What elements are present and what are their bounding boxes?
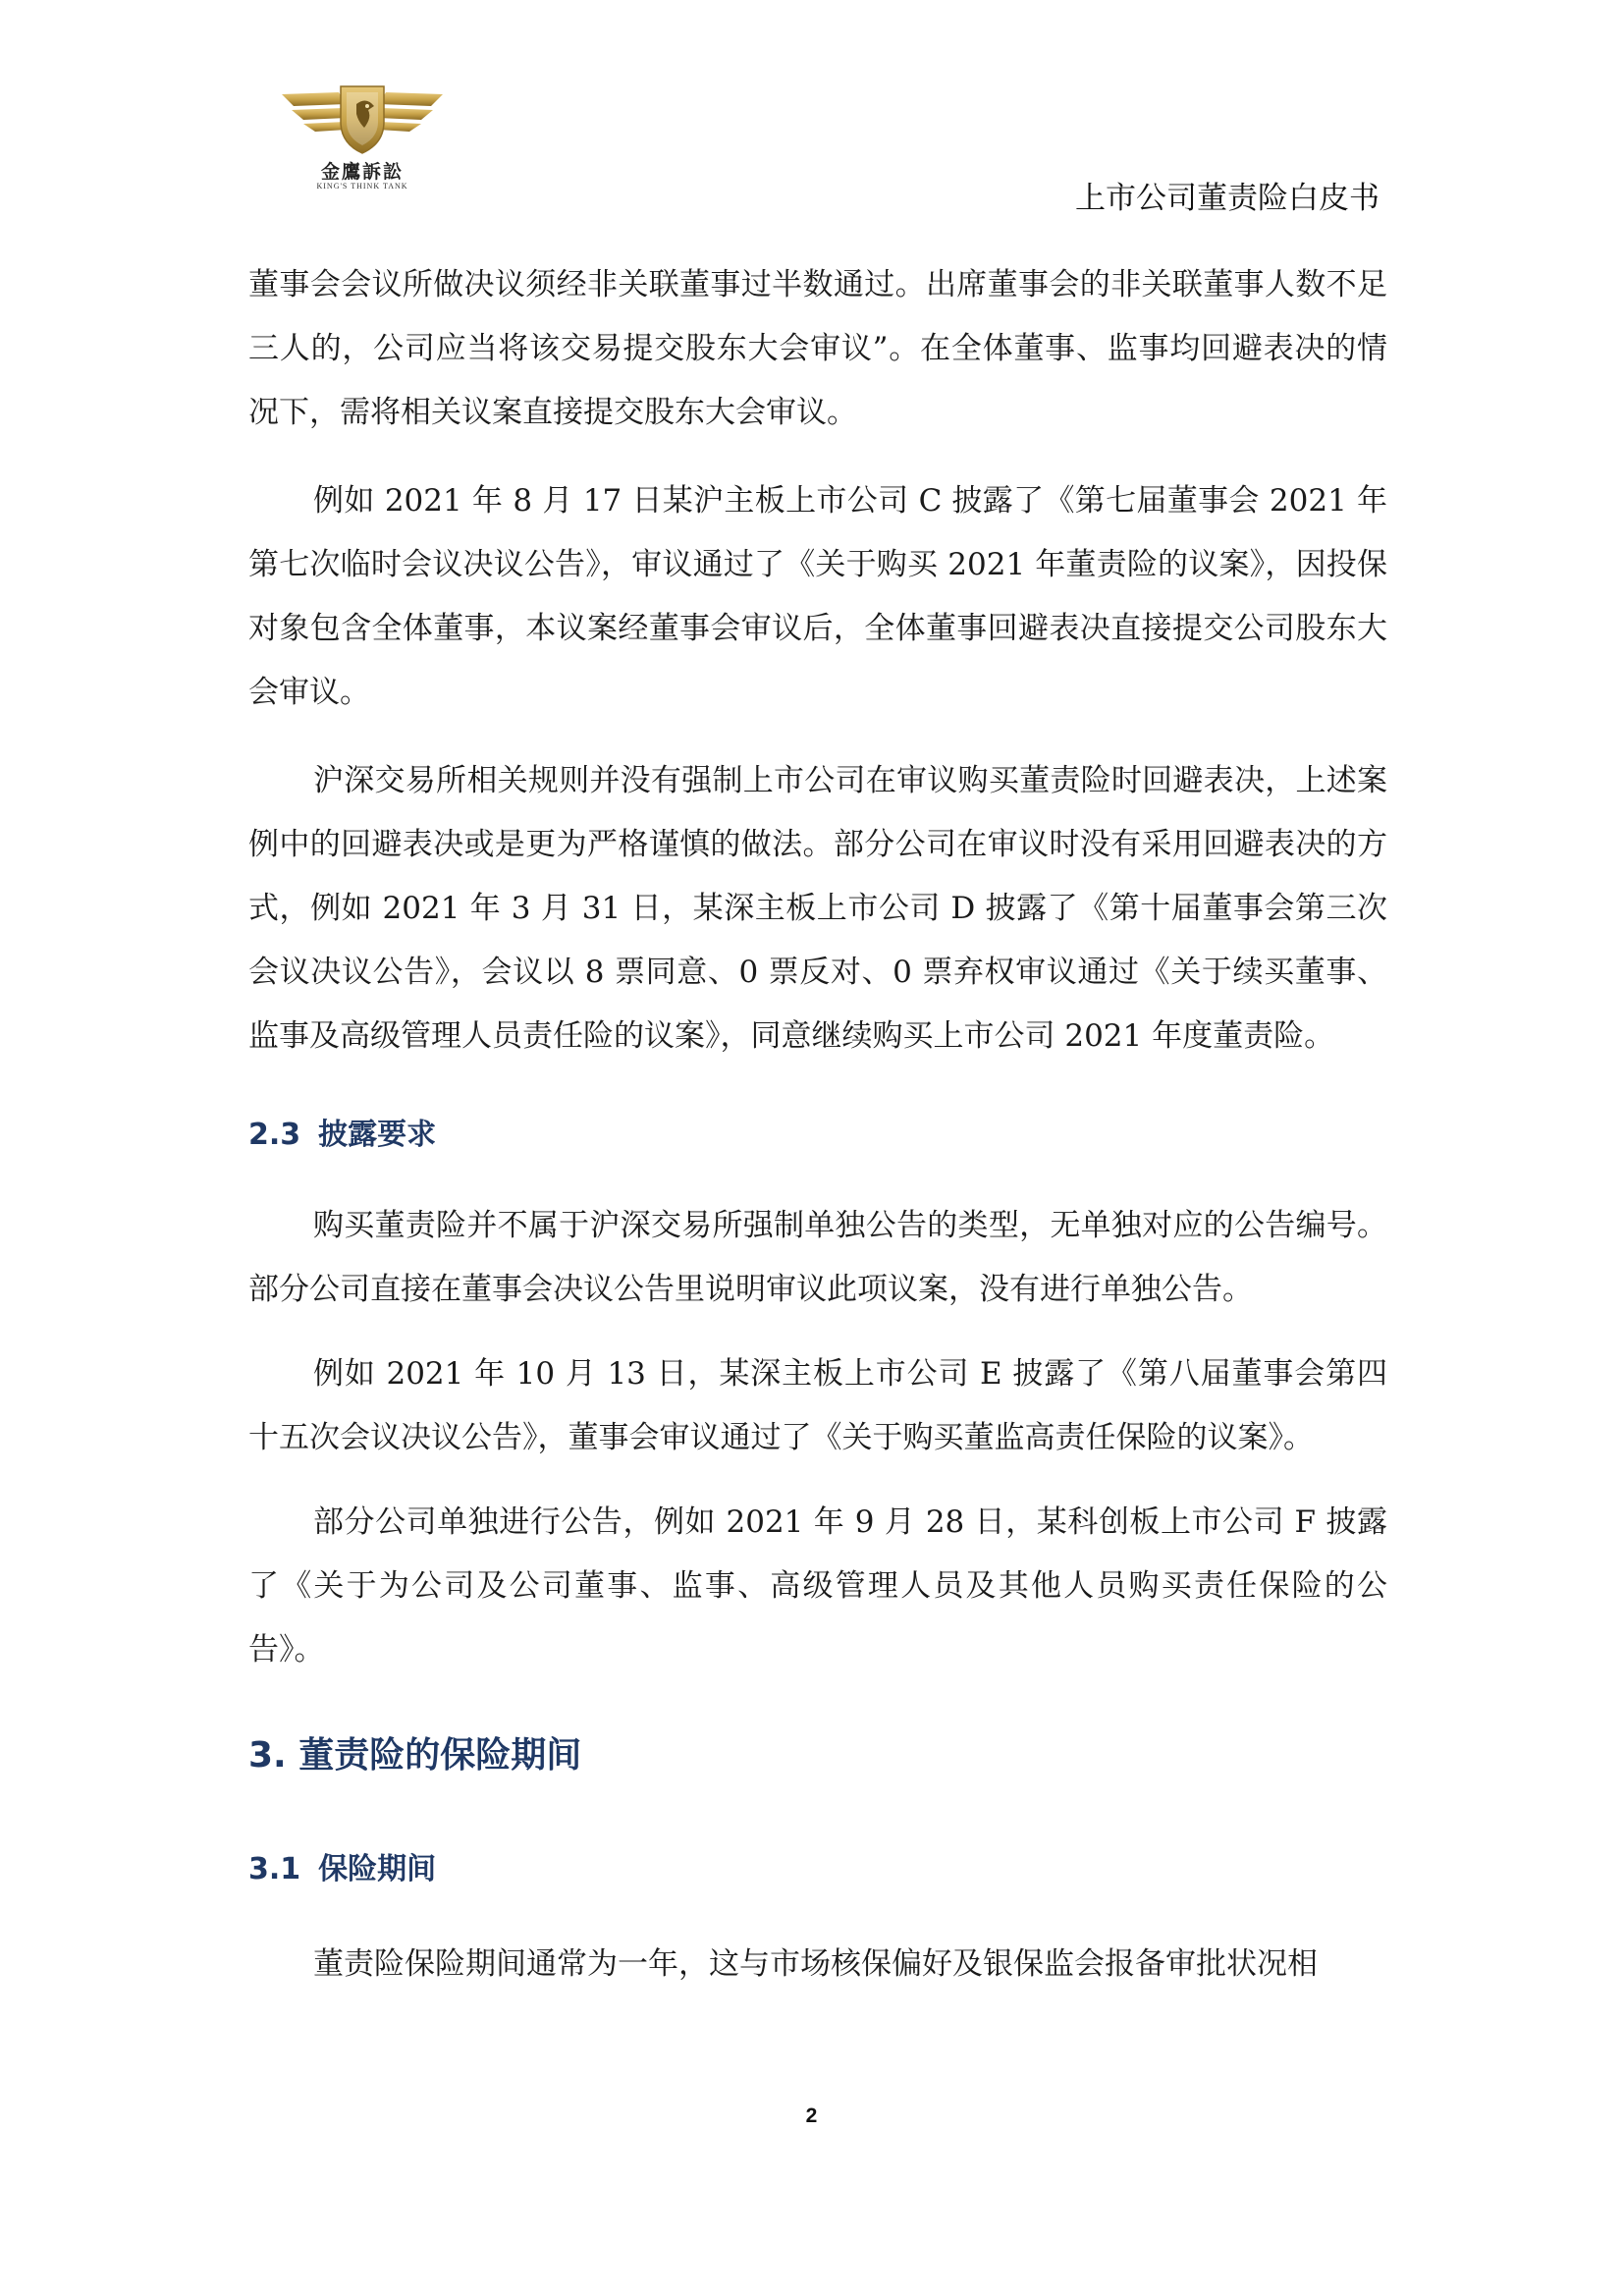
eagle-shield-icon [278,82,447,157]
section-title: 披露要求 [318,1118,437,1152]
paragraph: 部分公司单独进行公告，例如 2021 年 9 月 28 日，某科创板上市公司 F 披露了《关于为公司及公司董事、监事、高级管理人员及其他人员购买责任保险的公告》。 [248,1504,1387,1667]
section-heading-3: 3. 董责险的保险期间 [248,1735,582,1776]
page-number: 2 [805,2105,818,2127]
paragraph: 董责险保险期间通常为一年，这与市场核保偏好及银保监会报备审批状况相 [313,1946,1318,1982]
section-number: 2.3 [248,1118,301,1152]
paragraph: 例如 2021 年 10 月 13 日，某深主板上市公司 E 披露了《第八届董事会第四十五次会议决议公告》，董事会审议通过了《关于购买董监高责任保险的议案》。 [248,1356,1387,1455]
section-number: 3.1 [248,1852,301,1886]
paragraph: 购买董责险并不属于沪深交易所强制单独公告的类型，无单独对应的公告编号。部分公司直接在董事会决议公告里说明审议此项议案，没有进行单独公告。 [248,1208,1387,1307]
logo-chinese-name: 金鷹訴訟 [320,161,404,183]
section-title: 保险期间 [318,1852,437,1886]
company-logo [278,82,447,189]
page-body [248,253,1387,1996]
logo-english-name: KING'S THINK TANK [316,182,408,191]
paragraph: 例如 2021 年 8 月 17 日某沪主板上市公司 C 披露了《第七届董事会 2021 年第七次临时会议决议公告》，审议通过了《关于购买 2021 年董责险的议案》，因投保对象包含全体董事，本议案经董事会审议后，全体董事回避表决直接提交公司股东大会审议。 [248,483,1387,710]
document-title: 上市公司董责险白皮书 [1075,181,1380,216]
section-heading-2-3 [248,1110,1387,1153]
paragraph: 沪深交易所相关规则并没有强制上市公司在审议购买董责险时回避表决，上述案例中的回避表决或是更为严格谨慎的做法。部分公司在审议时没有采用回避表决的方式，例如 2021 年 3 月 31 日，某深主板上市公司 D 披露了《第十届董事会第三次会议决议公告》，会议以 8 票同意、0 票反对、0 票弃权审议通过《关于续买董事、监事及高级管理人员责任险的议案》，同意继续购买上市公司 2021 年度董责险。 [248,763,1387,1054]
section-heading-3-1 [248,1844,1387,1887]
paragraph: 董事会会议所做决议须经非关联董事过半数通过。出席董事会的非关联董事人数不足三人的，公司应当将该交易提交股东大会审议”。在全体董事、监事均回避表决的情况下，需将相关议案直接提交股东大会审议。 [248,267,1387,430]
